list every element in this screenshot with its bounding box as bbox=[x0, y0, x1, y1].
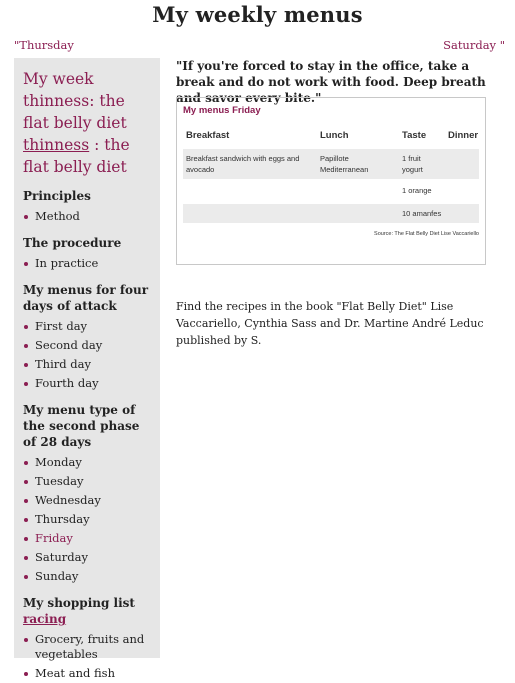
section-heading-procedure: The procedure bbox=[23, 236, 122, 250]
sidebar-item-in-practice[interactable]: In practice bbox=[23, 254, 152, 273]
menu-column-header: Dinner bbox=[448, 130, 479, 141]
menu-row bbox=[183, 149, 479, 179]
menu-cell: 1 orange bbox=[402, 186, 432, 195]
sidebar bbox=[14, 58, 160, 680]
menu-cell: 10 amanfes bbox=[399, 204, 445, 223]
next-day-link[interactable]: Saturday " bbox=[443, 38, 505, 52]
section-list-procedure bbox=[23, 254, 152, 273]
sidebar-item-third-day[interactable]: Third day bbox=[23, 355, 152, 374]
section-list-second-phase bbox=[23, 453, 152, 586]
menu-cell bbox=[317, 204, 399, 223]
menu-cell: Breakfast sandwich with eggs and avocado bbox=[183, 149, 317, 179]
sidebar-item-tuesday[interactable]: Tuesday bbox=[23, 472, 152, 491]
tip-quote: "If you're forced to stay in the office, take a break and do not work with food. Deep breath and savor every bite." bbox=[176, 59, 486, 105]
menu-row bbox=[183, 204, 479, 223]
menu-cell bbox=[445, 204, 479, 223]
sidebar-title bbox=[23, 68, 152, 178]
menu-box-title: My menus Friday bbox=[183, 105, 261, 116]
section-heading-shopping-list bbox=[23, 595, 152, 627]
sidebar-item-grocery[interactable]: Grocery, fruits and vegetables bbox=[23, 630, 152, 664]
menu-cell bbox=[317, 179, 399, 204]
menu-cell bbox=[183, 204, 317, 223]
menu-cell bbox=[445, 149, 479, 179]
section-list-shopping bbox=[23, 630, 152, 683]
menu-row bbox=[183, 179, 479, 204]
section-heading-second-phase: My menu type of the second phase of 28 days bbox=[23, 403, 140, 449]
friday-menu-box bbox=[176, 97, 486, 265]
shopping-list-heading-text: My shopping list bbox=[23, 596, 135, 610]
sidebar-item-saturday[interactable]: Saturday bbox=[23, 548, 152, 567]
sidebar-item-monday[interactable]: Monday bbox=[23, 453, 152, 472]
page-title: My weekly menus bbox=[152, 2, 363, 27]
menu-table bbox=[183, 130, 479, 223]
sidebar-item-second-day[interactable]: Second day bbox=[23, 336, 152, 355]
menu-cell bbox=[183, 179, 317, 204]
sidebar-item-method[interactable]: Method bbox=[23, 207, 152, 226]
sidebar-title-suffix: : the flat belly diet bbox=[23, 136, 130, 176]
prev-day-link[interactable]: "Thursday bbox=[14, 38, 74, 52]
menu-column-header: Lunch bbox=[320, 130, 349, 141]
sidebar-title-text: My week thinness: the flat belly diet bbox=[23, 70, 127, 132]
sidebar-item-sunday[interactable]: Sunday bbox=[23, 567, 152, 586]
sidebar-item-friday[interactable]: Friday bbox=[23, 529, 152, 548]
menu-column-header: Taste bbox=[402, 130, 427, 141]
sidebar-item-meat-fish[interactable]: Meat and fish bbox=[23, 664, 152, 683]
sidebar-title-link[interactable]: thinness bbox=[23, 136, 90, 154]
section-heading-attack-menus: My menus for four days of attack bbox=[23, 283, 149, 313]
menu-cell: Papillote Mediterranean bbox=[317, 149, 399, 179]
menu-cell: 1 fruit yogurt bbox=[399, 149, 445, 179]
section-list-principles bbox=[23, 207, 152, 226]
menu-source-note: Source: The Flat Belly Diet Lise Vaccariello bbox=[374, 231, 479, 237]
menu-cell bbox=[445, 179, 479, 204]
sidebar-item-fourth-day[interactable]: Fourth day bbox=[23, 374, 152, 393]
sidebar-item-thursday[interactable]: Thursday bbox=[23, 510, 152, 529]
menu-column-header: Breakfast bbox=[186, 130, 230, 141]
section-list-attack-menus bbox=[23, 317, 152, 393]
recipes-note: Find the recipes in the book "Flat Belly Diet" Lise Vaccariello, Cynthia Sass and Dr. Martine André Leduc published by S. bbox=[176, 300, 484, 347]
sidebar-item-wednesday[interactable]: Wednesday bbox=[23, 491, 152, 510]
menu-header-row bbox=[183, 130, 479, 149]
section-heading-principles: Principles bbox=[23, 189, 91, 203]
sidebar-item-first-day[interactable]: First day bbox=[23, 317, 152, 336]
shopping-list-racing-link[interactable]: racing bbox=[23, 612, 67, 626]
